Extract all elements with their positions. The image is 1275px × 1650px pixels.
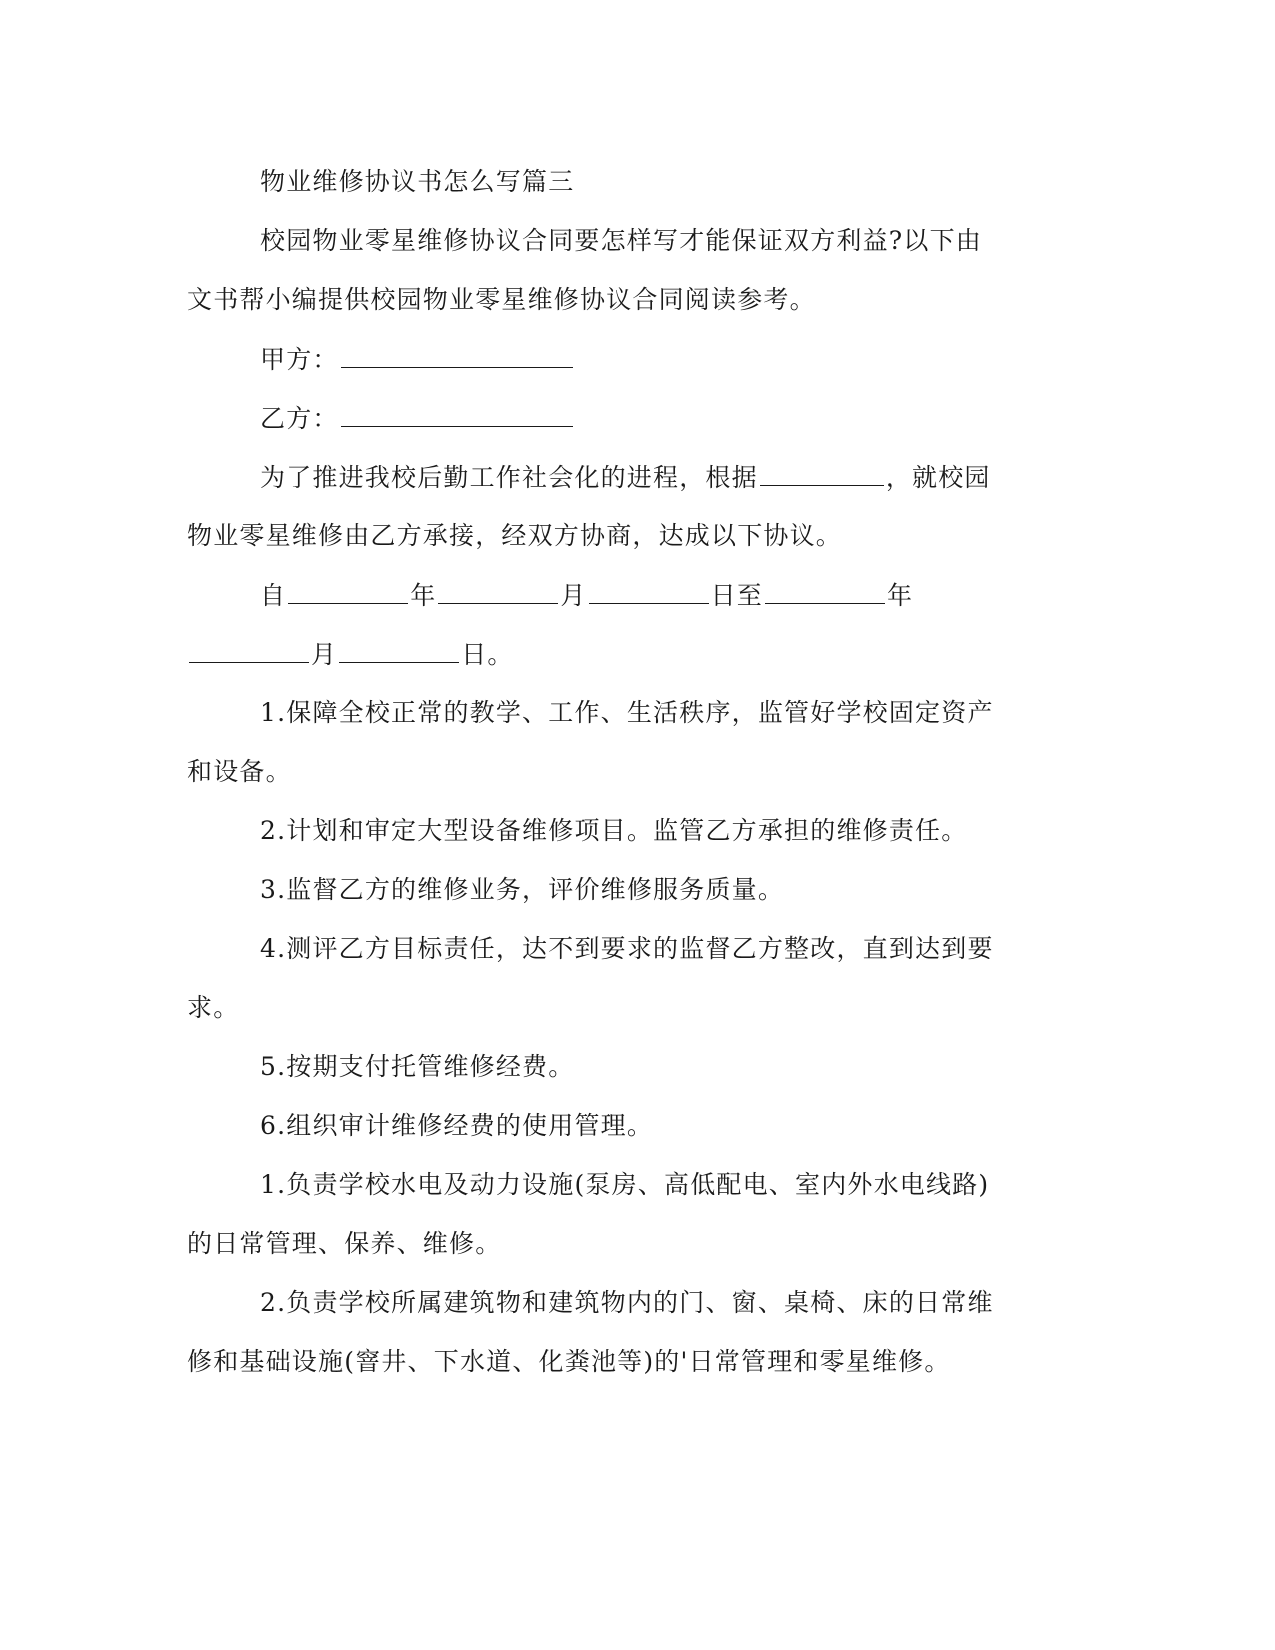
period-year-2: 年 [887,581,914,610]
party-a-duty-3: 3.监督乙方的维修业务，评价维修服务质量。 [260,875,785,904]
end-year-blank [765,579,885,604]
period-from: 自 [260,581,287,610]
end-day-blank [339,638,459,663]
party-b-duty-1-line-1: 1.负责学校水电及动力设施(泵房、高低配电、室内外水电线路) [260,1170,990,1199]
purpose-text-before: 为了推进我校后勤工作社会化的进程，根据 [260,463,758,492]
period-year-1: 年 [410,581,437,610]
purpose-line-1 [0,461,1275,493]
period-month-1: 月 [560,581,587,610]
end-month-blank [189,638,309,663]
purpose-line-2: 物业零星维修由乙方承接，经双方协商，达成以下协议。 [187,521,843,550]
party-a-duty-4-line-1: 4.测评乙方目标责任，达不到要求的监督乙方整改，直到达到要 [260,934,994,963]
party-a-label: 甲方： [260,345,339,374]
document-title: 物业维修协议书怎么写篇三 [260,167,575,196]
party-a-duty-6: 6.组织审计维修经费的使用管理。 [260,1111,654,1140]
purpose-text-after: ，就校园 [885,463,991,492]
start-month-blank [438,579,558,604]
start-year-blank [288,579,408,604]
intro-line-2: 文书帮小编提供校园物业零星维修协议合同阅读参考。 [187,285,816,314]
party-a-blank [341,343,573,368]
period-day-2: 日。 [461,640,514,669]
party-a-duty-2: 2.计划和审定大型设备维修项目。监管乙方承担的维修责任。 [260,816,968,845]
basis-blank [760,461,884,486]
period-line-1 [0,579,1275,611]
party-a-duty-5: 5.按期支付托管维修经费。 [260,1052,575,1081]
party-b-duty-1-line-2: 的日常管理、保养、维修。 [187,1229,502,1258]
party-a-duty-1-line-1: 1.保障全校正常的教学、工作、生活秩序，监管好学校固定资产 [260,698,994,727]
period-line-2 [0,638,1275,670]
party-b-line [0,402,1275,434]
party-b-duty-2-line-2: 修和基础设施(窨井、下水道、化粪池等)的'日常管理和零星维修。 [187,1347,951,1376]
party-a-duty-1-line-2: 和设备。 [187,757,292,786]
party-a-line [0,343,1275,375]
party-b-blank [341,402,573,427]
party-b-duty-2-line-1: 2.负责学校所属建筑物和建筑物内的门、窗、桌椅、床的日常维 [260,1288,994,1317]
period-day-to: 日至 [710,581,764,610]
period-month-2: 月 [311,640,338,669]
party-a-duty-4-line-2: 求。 [187,993,240,1022]
party-b-label: 乙方： [260,404,339,433]
start-day-blank [589,579,709,604]
intro-line-1: 校园物业零星维修协议合同要怎样写才能保证双方利益?以下由 [260,226,983,255]
